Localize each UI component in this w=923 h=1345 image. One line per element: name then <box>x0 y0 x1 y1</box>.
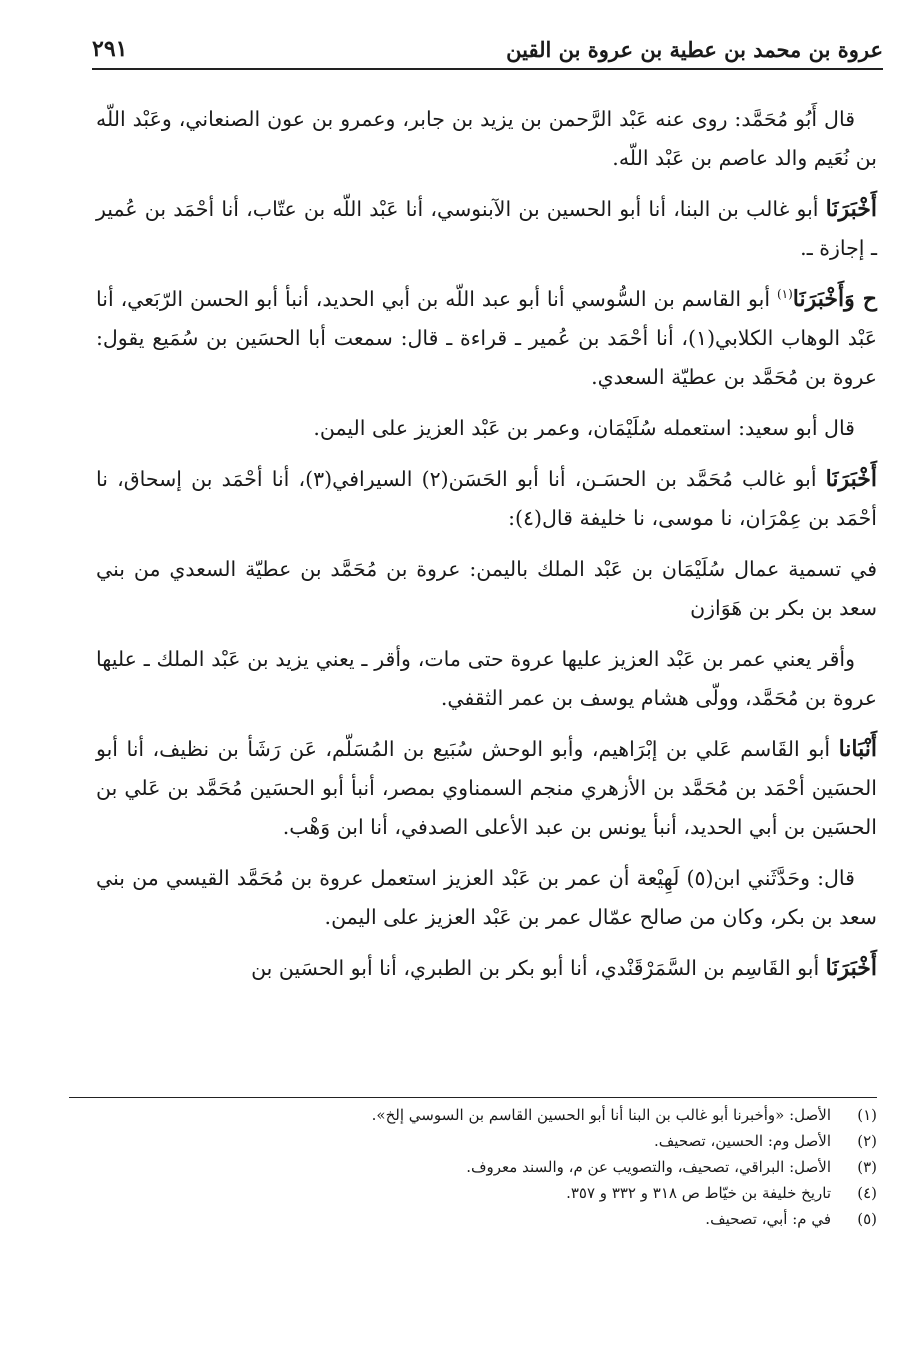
page-number: ٢٩١ <box>92 36 128 62</box>
paragraph <box>96 949 877 988</box>
paragraph <box>96 640 877 718</box>
isnad-keyword: أَخْبَرَنَا <box>825 466 877 492</box>
paragraph <box>96 460 877 538</box>
paragraph-text: أبو غالب بن البنا، أنا أبو الحسين بن الآبنوسي، أنا عَبْد اللّه بن عتّاب، أنا أحْمَد بن عُمير ـ إجازة ـ. <box>96 197 877 260</box>
paragraph <box>96 730 877 847</box>
footnotes <box>96 1102 877 1232</box>
footnote-number: (٣) <box>857 1158 877 1176</box>
paragraph-text: أبو القاسم بن السُّوسي أنا أبو عبد اللّه بن أبي الحديد، أنبأ أبو الحسن الرّبَعي، أنا عَبْد الوهاب الكلابي(١)، أنا أحْمَد بن عُمير ـ قراءة ـ قال: سمعت أبا الحسَين بن سُمَيع يقول: عروة بن مُحَمَّد بن عطيّة السعدي. <box>96 287 877 389</box>
footnote-number: (٤) <box>857 1184 877 1202</box>
paragraph <box>96 859 877 937</box>
footnote-text: الأصل: «وأخبرنا أبو غالب بن البنا أنا أبو الحسين القاسم بن السوسي إلخ». <box>371 1106 831 1124</box>
main-text <box>96 100 877 1000</box>
paragraph-text: وأقر يعني عمر بن عَبْد العزيز عليها عروة حتى مات، وأقر ـ يعني يزيد بن عَبْد الملك ـ عليها عروة بن مُحَمَّد، وولّى هشام يوسف بن عمر الثقفي. <box>96 647 877 710</box>
paragraph-text: قال أَبُو مُحَمَّد: روى عنه عَبْد الرَّحمن بن يزيد بن جابر، وعمرو بن عون الصنعاني، وعَبْد اللّه بن نُعَيم والد عاصم بن عَبْد اللّه. <box>96 107 877 170</box>
footnote-text: تاريخ خليفة بن خيّاط ص ٣١٨ و ٣٣٢ و ٣٥٧. <box>566 1184 831 1202</box>
footnote <box>96 1180 877 1206</box>
paragraph-text: أبو القَاسِم بن السَّمَرْقَنْدي، أنا أبو بكر بن الطبري، أنا أبو الحسَين بن <box>251 956 826 980</box>
footnote-divider <box>69 1097 877 1098</box>
footnote-text: في م: أبي، تصحيف. <box>705 1210 831 1228</box>
isnad-keyword: أَنْبَانا <box>838 736 877 762</box>
footnote-text: الأصل: البراقي، تصحيف، والتصويب عن م، والسند معروف. <box>466 1158 831 1176</box>
footnote-number: (٥) <box>857 1210 877 1228</box>
footnote <box>96 1206 877 1232</box>
footnote <box>96 1154 877 1180</box>
isnad-keyword: أَخْبَرَنَا <box>825 196 877 222</box>
footnote <box>96 1128 877 1154</box>
paragraph <box>96 409 877 448</box>
running-title: عروة بن محمد بن عطية بن عروة بن القين <box>506 37 883 62</box>
footnote-text: الأصل وم: الحسين، تصحيف. <box>654 1132 831 1150</box>
isnad-keyword: ح وَأَخْبَرَنَا <box>792 286 878 312</box>
paragraph-text: أبو غالب مُحَمَّد بن الحسَـن، أنا أبو الحَسَن(٢) السيرافي(٣)، أنا أحْمَد بن إسحاق، نا أحْمَد بن عِمْرَان، نا موسى، نا خليفة قال(٤): <box>96 467 877 530</box>
page-header <box>92 36 883 70</box>
paragraph <box>96 100 877 178</box>
paragraph <box>96 280 877 397</box>
paragraph <box>96 190 877 268</box>
paragraph <box>96 550 877 628</box>
footnote-ref: (١) <box>776 287 793 302</box>
isnad-keyword: أَخْبَرَنَا <box>825 955 877 981</box>
footnote-number: (١) <box>857 1106 877 1124</box>
paragraph-text: أبو القَاسم عَلي بن إبْرَاهيم، وأبو الوحش سُبَيع بن المُسَلّم، عَن رَشَأ بن نظيف، أنا أبو الحسَين أحْمَد بن مُحَمَّد بن الأزهري منجم السمناوي بمصر، أنبأ أبو الحسَين مُحَمَّد بن عَلي بن الحسَين بن أبي الحديد، أنبأ يونس بن عبد الأعلى الصدفي، أنا ابن وَهْب. <box>96 737 877 839</box>
footnote-number: (٢) <box>857 1132 877 1150</box>
paragraph-text: في تسمية عمال سُلَيْمَان بن عَبْد الملك باليمن: عروة بن مُحَمَّد بن عطيّة السعدي من بني سعد بن بكر بن هَوَازن <box>96 557 877 620</box>
footnote <box>96 1102 877 1128</box>
paragraph-text: قال أبو سعيد: استعمله سُلَيْمَان، وعمر بن عَبْد العزيز على اليمن. <box>313 416 855 440</box>
paragraph-text: قال: وحَدَّثَني ابن(٥) لَهِيْعة أن عمر بن عَبْد العزيز استعمل عروة بن مُحَمَّد القيسي من بني سعد بن بكر، وكان من صالح عمّال عمر بن عَبْد العزيز على اليمن. <box>96 866 877 929</box>
